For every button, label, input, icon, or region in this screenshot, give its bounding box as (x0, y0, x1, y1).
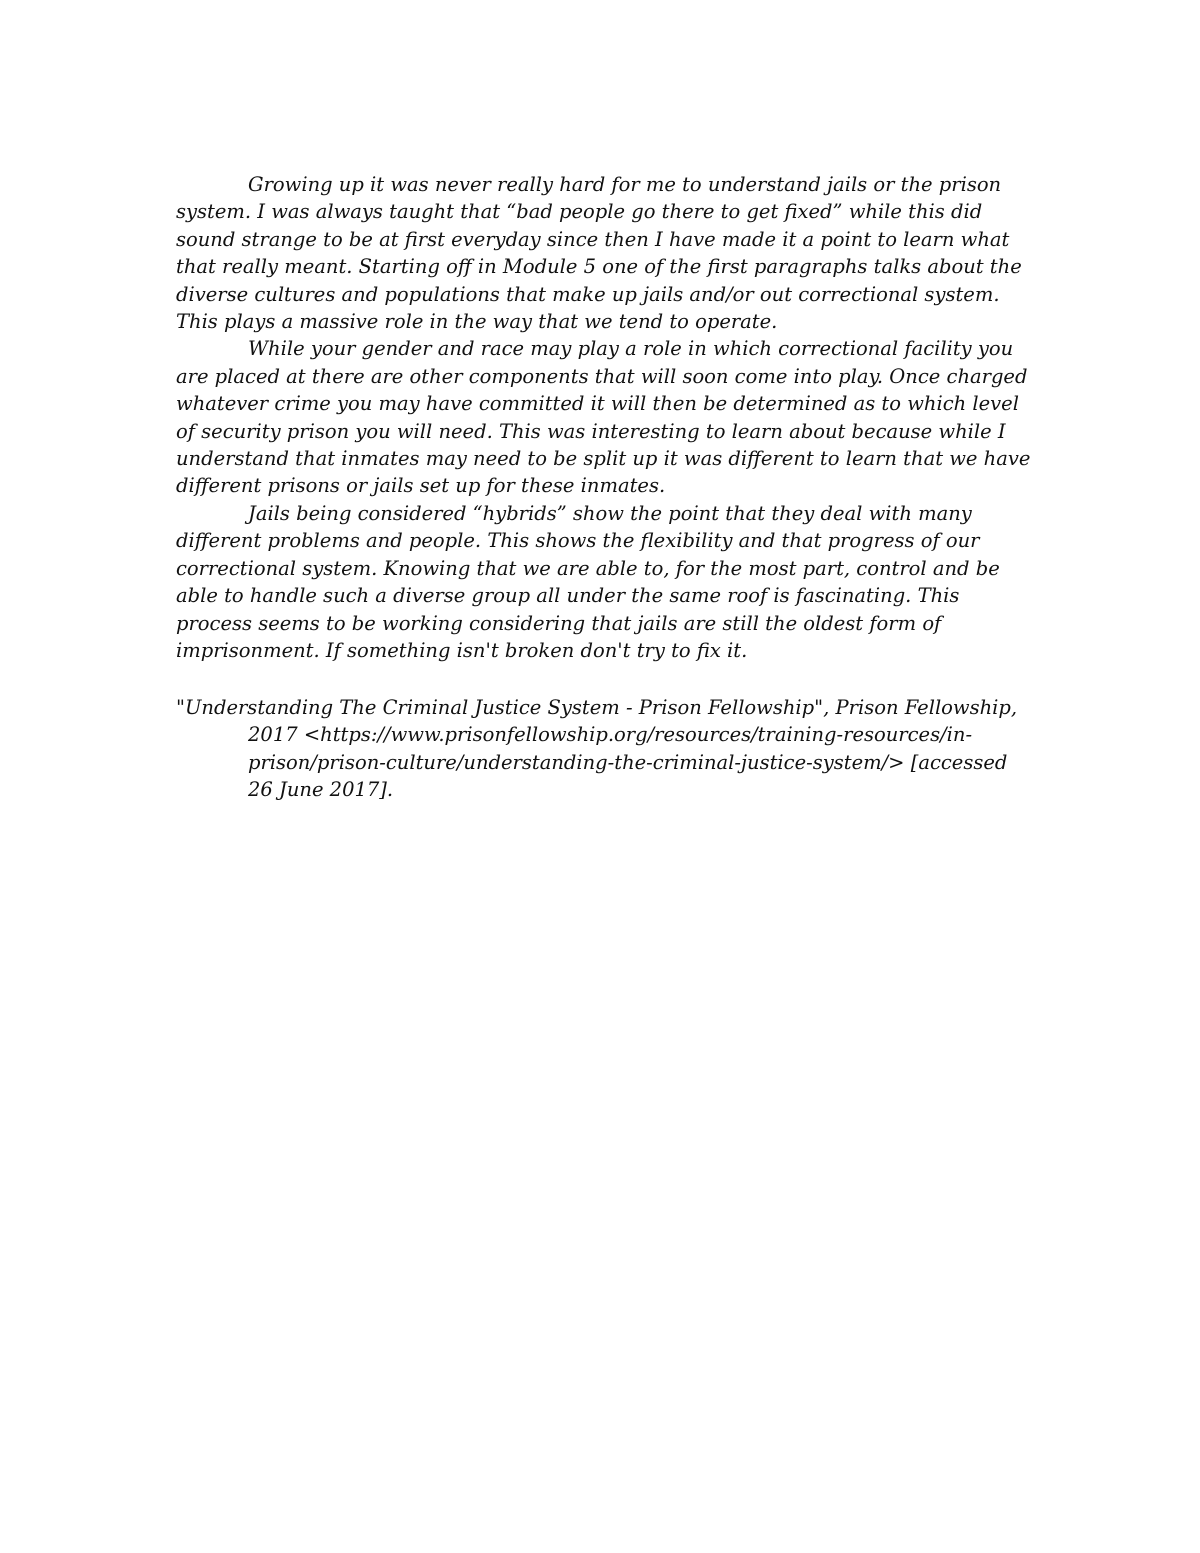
citation: "Understanding The Criminal Justice System - Prison Fellowship", Prison Fellowship, 2017 <https://www.prisonfellowship.org/resources/training-resources/in-prison/prison-culture/understanding-the-criminal-justice-system/> [accessed 26 June 2017]. (176, 696, 1018, 802)
paragraph-2: While your gender and race may play a role in which correctional facility you are placed at there are other components that will soon come into play. Once charged whatever crime you may have committed it will then be determined as to which level of security prison you will need. This was interesting to learn about because while I understand that inmates may need to be split up it was different to learn that we have different prisons or jails set up for these inmates. (176, 337, 1031, 498)
essay-body (176, 171, 1032, 664)
paragraph-3: Jails being considered “hybrids” show the point that they deal with many different problems and people. This shows the flexibility and that progress of our correctional system. Knowing that we are able to, for the most part, control and be able to handle such a diverse group all under the same roof is fascinating. This process seems to be working considering that jails are still the oldest form of imprisonment. If something isn't broken don't try to fix it. (176, 501, 1000, 662)
paragraph-1: Growing up it was never really hard for me to understand jails or the prison system. I was always taught that “bad people go there to get fixed” while this did sound strange to be at first everyday since then I have made it a point to learn what that really meant. Starting off in Module 5 one of the first paragraphs talks about the diverse cultures and populations that make up jails and/or out correctional system. This plays a massive role in the way that we tend to operate. (176, 173, 1022, 334)
